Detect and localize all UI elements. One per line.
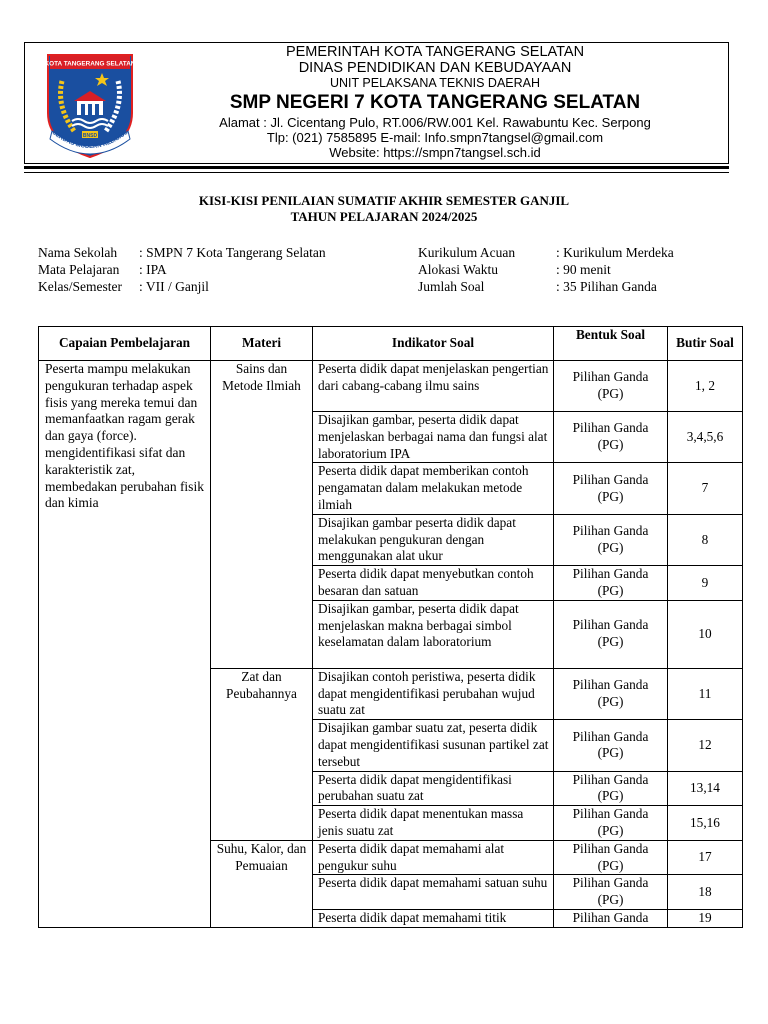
info-value: : Kurikulum Merdeka <box>556 245 674 260</box>
butir-cell: 11 <box>668 668 743 719</box>
table-header-row <box>39 327 743 361</box>
info-value: : VII / Ganjil <box>139 279 209 294</box>
info-label: Nama Sekolah <box>38 245 118 260</box>
materi-cell: Sains dan Metode Ilmiah <box>211 361 313 669</box>
info-label: Kelas/Semester <box>38 279 122 294</box>
butir-cell: 19 <box>668 909 743 927</box>
butir-cell: 17 <box>668 840 743 875</box>
butir-cell: 18 <box>668 875 743 910</box>
capaian-cell: Peserta mampu melakukan pengukuran terhadap aspek fisis yang mereka temui dan memanfaatkan ragam gerak dan gaya (force). mengidentifikasi sifat dan karakteristik zat, membedakan perubahan fisik dan kimia <box>39 361 211 928</box>
unit-line: UNIT PELAKSANA TEKNIS DAERAH <box>329 76 541 90</box>
bentuk-cell: Pilihan Ganda (PG) <box>554 771 668 806</box>
bentuk-cell: Pilihan Ganda <box>554 909 668 927</box>
letterhead-divider-thick <box>24 166 729 169</box>
indikator-cell: Disajikan gambar, peserta didik dapat menjelaskan berbagai nama dan fungsi alat laboratorium IPA <box>313 412 554 463</box>
butir-cell: 15,16 <box>668 806 743 841</box>
info-row <box>418 278 738 295</box>
butir-cell: 12 <box>668 720 743 771</box>
logo-band-text: BNSD <box>82 132 98 139</box>
school-emblem-icon <box>44 51 136 159</box>
website-line: Website: https://smpn7tangsel.sch.id <box>329 145 541 160</box>
info-row <box>418 244 738 261</box>
info-row <box>38 261 398 278</box>
letterhead-divider-thin <box>24 172 729 173</box>
materi-cell: Zat dan Peubahannya <box>211 668 313 840</box>
info-label: Kurikulum Acuan <box>418 245 516 260</box>
info-left <box>38 244 398 295</box>
indikator-cell: Peserta didik dapat menjelaskan pengertian dari cabang-cabang ilmu sains <box>313 361 554 412</box>
butir-cell: 3,4,5,6 <box>668 412 743 463</box>
letterhead-text <box>145 43 725 160</box>
bentuk-cell: Pilihan Ganda (PG) <box>554 668 668 719</box>
header-bentuk: Bentuk Soal <box>554 327 668 361</box>
indikator-cell: Peserta didik dapat menyebutkan contoh besaran dan satuan <box>313 566 554 601</box>
butir-cell: 8 <box>668 514 743 565</box>
indikator-cell: Peserta didik dapat memahami satuan suhu <box>313 875 554 910</box>
table-row <box>39 361 743 412</box>
info-label: Alokasi Waktu <box>418 262 499 277</box>
bentuk-cell: Pilihan Ganda (PG) <box>554 720 668 771</box>
bentuk-cell: Pilihan Ganda (PG) <box>554 566 668 601</box>
title-line-1: KISI-KISI PENILAIAN SUMATIF AKHIR SEMESTER GANJIL <box>198 193 570 208</box>
logo-motto-text: CERDAS MODERN RELIGIUS <box>50 129 130 151</box>
bentuk-cell: Pilihan Ganda (PG) <box>554 412 668 463</box>
indikator-cell: Peserta didik dapat memahami alat pengukur suhu <box>313 840 554 875</box>
header-butir: Butir Soal <box>668 327 743 361</box>
indikator-cell: Peserta didik dapat menentukan massa jenis suatu zat <box>313 806 554 841</box>
info-row <box>38 244 398 261</box>
bentuk-cell: Pilihan Ganda (PG) <box>554 514 668 565</box>
info-label: Mata Pelajaran <box>38 262 120 277</box>
butir-cell: 9 <box>668 566 743 601</box>
info-row <box>418 261 738 278</box>
butir-cell: 7 <box>668 463 743 514</box>
butir-cell: 1, 2 <box>668 361 743 412</box>
butir-cell: 10 <box>668 600 743 668</box>
indikator-cell: Peserta didik dapat mengidentifikasi perubahan suatu zat <box>313 771 554 806</box>
indikator-cell: Peserta didik dapat memberikan contoh pengamatan dalam melakukan metode ilmiah <box>313 463 554 514</box>
info-value: : SMPN 7 Kota Tangerang Selatan <box>139 245 326 260</box>
school-name: SMP NEGERI 7 KOTA TANGERANG SELATAN <box>229 92 641 113</box>
dept-line: DINAS PENDIDIKAN DAN KEBUDAYAAN <box>298 60 572 76</box>
contact-line: Tlp: (021) 7585895 E-mail: Info.smpn7tangsel@gmail.com <box>266 130 604 145</box>
info-row <box>38 278 398 295</box>
letterhead <box>24 42 729 164</box>
header-capaian: Capaian Pembelajaran <box>39 327 211 361</box>
info-value: : 90 menit <box>556 262 611 277</box>
header-materi: Materi <box>211 327 313 361</box>
header-indikator: Indikator Soal <box>313 327 554 361</box>
info-right <box>418 244 738 295</box>
info-value: : IPA <box>139 262 167 277</box>
bentuk-cell: Pilihan Ganda (PG) <box>554 600 668 668</box>
indikator-cell: Disajikan gambar suatu zat, peserta didik dapat mengidentifikasi susunan partikel zat tersebut <box>313 720 554 771</box>
bentuk-cell: Pilihan Ganda (PG) <box>554 806 668 841</box>
address-line: Alamat : Jl. Cicentang Pulo, RT.006/RW.001 Kel. Rawabuntu Kec. Serpong <box>219 115 651 130</box>
indikator-cell: Disajikan gambar, peserta didik dapat menjelaskan makna berbagai simbol keselamatan dalam laboratorium <box>313 600 554 668</box>
info-label: Jumlah Soal <box>418 279 485 294</box>
indikator-cell: Disajikan contoh peristiwa, peserta didik dapat mengidentifikasi perubahan wujud suatu zat <box>313 668 554 719</box>
gov-line: PEMERINTAH KOTA TANGERANG SELATAN <box>285 44 585 60</box>
bentuk-cell: Pilihan Ganda (PG) <box>554 463 668 514</box>
materi-cell: Suhu, Kalor, dan Pemuaian <box>211 840 313 927</box>
bentuk-cell: Pilihan Ganda (PG) <box>554 361 668 412</box>
bentuk-cell: Pilihan Ganda (PG) <box>554 875 668 910</box>
bentuk-cell: Pilihan Ganda (PG) <box>554 840 668 875</box>
kisi-kisi-table <box>38 326 743 928</box>
butir-cell: 13,14 <box>668 771 743 806</box>
title-line-2: TAHUN PELAJARAN 2024/2025 <box>290 209 478 224</box>
info-value: : 35 Pilihan Ganda <box>556 279 657 294</box>
indikator-cell: Disajikan gambar peserta didik dapat melakukan pengukuran dengan menggunakan alat ukur <box>313 514 554 565</box>
document-title <box>0 193 768 225</box>
indikator-cell: Peserta didik dapat memahami titik <box>313 909 554 927</box>
logo-top-text: KOTA TANGERANG SELATAN <box>44 60 136 68</box>
